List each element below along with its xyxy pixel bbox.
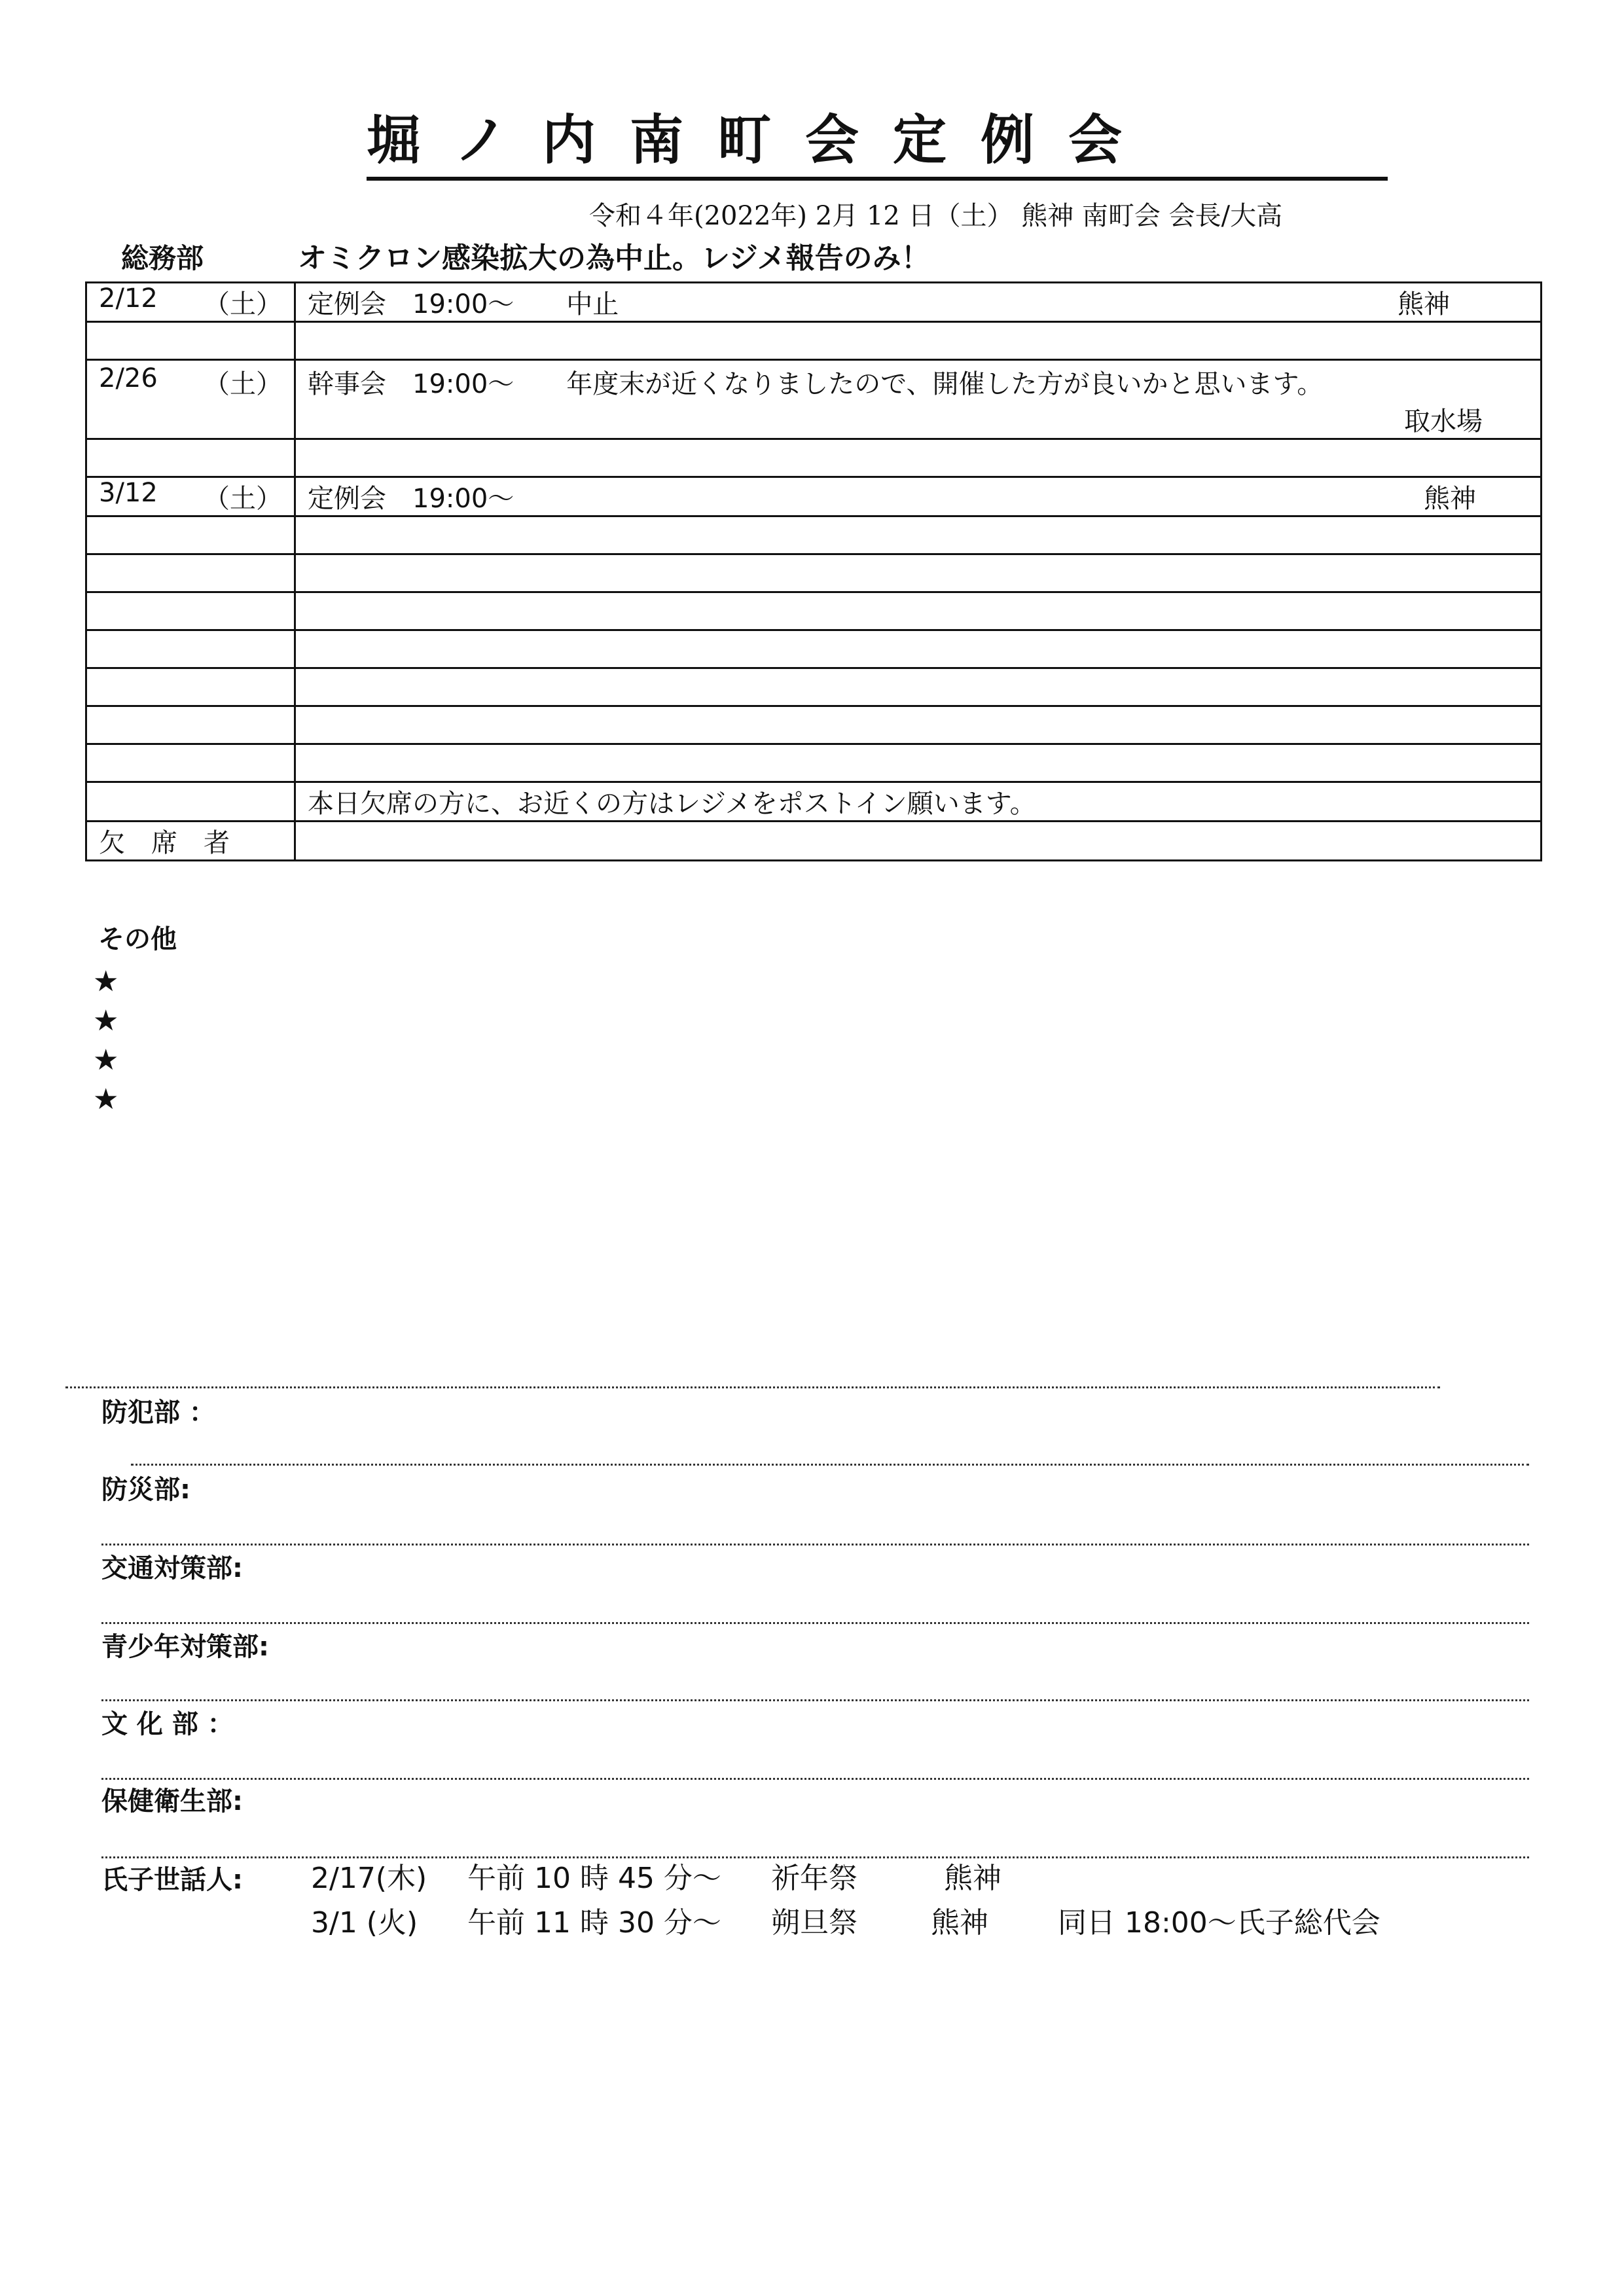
table-row — [86, 822, 1542, 861]
hoken-label: 保健衛生部: — [101, 1786, 243, 1816]
row-date: 3/12 — [99, 478, 158, 508]
dotted-divider — [101, 1778, 1529, 1780]
event-cell — [295, 477, 1542, 516]
table-row — [86, 322, 1542, 360]
schedule-table — [85, 281, 1542, 861]
ujiko-place: 熊神 — [944, 1862, 1001, 1895]
closing-note: 本日欠席の方に、お近くの方はレジメをポストイン願います。 — [295, 782, 1542, 822]
table-row — [86, 439, 1542, 477]
ujiko-event-line — [311, 1902, 1380, 1944]
event-cell — [295, 360, 1542, 439]
ujiko-event-line — [311, 1858, 1071, 1900]
table-row — [86, 668, 1542, 706]
event-cell — [295, 283, 1542, 322]
table-row — [86, 516, 1542, 554]
ujiko-extra: 同日 18:00～氏子総代会 — [1058, 1906, 1380, 1940]
ujiko-label: 氏子世話人: — [101, 1865, 243, 1895]
page-title: 堀ノ内南町会定例会 — [367, 105, 1388, 181]
event-time: 19:00～ — [412, 289, 514, 319]
row-day: （土） — [204, 289, 282, 319]
dotted-divider — [101, 1622, 1529, 1624]
bousai-label: 防災部: — [101, 1475, 190, 1505]
table-row — [86, 592, 1542, 630]
table-row — [86, 706, 1542, 744]
event-place: 熊神 — [1398, 289, 1450, 319]
event-time: 19:00～ — [412, 369, 514, 399]
bunka-label: 文 化 部 ： — [101, 1709, 234, 1739]
event-note: 中止 — [566, 289, 619, 319]
event-place: 取水場 — [1404, 407, 1483, 437]
cancellation-notice: オミクロン感染拡大の為中止。レジメ報告のみ！ — [298, 242, 930, 275]
table-row — [86, 630, 1542, 668]
date-cell — [86, 477, 295, 516]
event-time: 19:00～ — [412, 484, 514, 514]
row-day: （土） — [204, 369, 282, 399]
row-date: 2/26 — [99, 363, 158, 393]
ujiko-event: 朔旦祭 — [771, 1906, 857, 1940]
event-name: 幹事会 — [308, 369, 386, 399]
ujiko-event: 祈年祭 — [771, 1862, 857, 1895]
bouhan-label: 防犯部 ： — [101, 1398, 215, 1428]
event-place: 熊神 — [1424, 484, 1476, 514]
star-bullet: ★ — [93, 1083, 119, 1116]
dotted-divider — [131, 1464, 1529, 1466]
star-bullet: ★ — [93, 1043, 119, 1077]
star-bullet: ★ — [93, 965, 119, 998]
event-note: 年度末が近くなりましたので、開催した方が良いかと思います。 — [566, 369, 1324, 399]
table-row — [86, 477, 1542, 516]
table-row — [86, 360, 1542, 439]
row-day: （土） — [204, 484, 282, 514]
table-row — [86, 554, 1542, 592]
absent-cell — [295, 822, 1542, 861]
meeting-dateline: 令和４年(2022年) 2月 12 日（土） 熊神 南町会 会長/大高 — [589, 201, 1283, 231]
ujiko-time: 午前 11 時 30 分～ — [467, 1906, 721, 1940]
table-row — [86, 744, 1542, 782]
event-name: 定例会 — [308, 289, 386, 319]
ujiko-date: 3/1 (火) — [311, 1906, 418, 1940]
ujiko-time: 午前 10 時 45 分～ — [467, 1862, 721, 1895]
seishounen-label: 青少年対策部: — [101, 1632, 269, 1662]
ujiko-date: 2/17(木) — [311, 1862, 427, 1895]
dotted-divider — [65, 1386, 1440, 1388]
absent-label: 欠 席 者 — [86, 822, 295, 861]
event-name: 定例会 — [308, 484, 386, 514]
table-row — [86, 283, 1542, 322]
soumu-section-label: 総務部 — [121, 242, 204, 274]
other-section-label: その他 — [98, 924, 177, 954]
date-cell — [86, 360, 295, 439]
star-bullet: ★ — [93, 1004, 119, 1038]
koutsuu-label: 交通対策部: — [101, 1553, 243, 1583]
dotted-divider — [101, 1544, 1529, 1545]
table-row — [86, 782, 1542, 822]
dotted-divider — [101, 1699, 1529, 1701]
date-cell — [86, 283, 295, 322]
row-date: 2/12 — [99, 283, 158, 314]
ujiko-place: 熊神 — [931, 1906, 988, 1940]
